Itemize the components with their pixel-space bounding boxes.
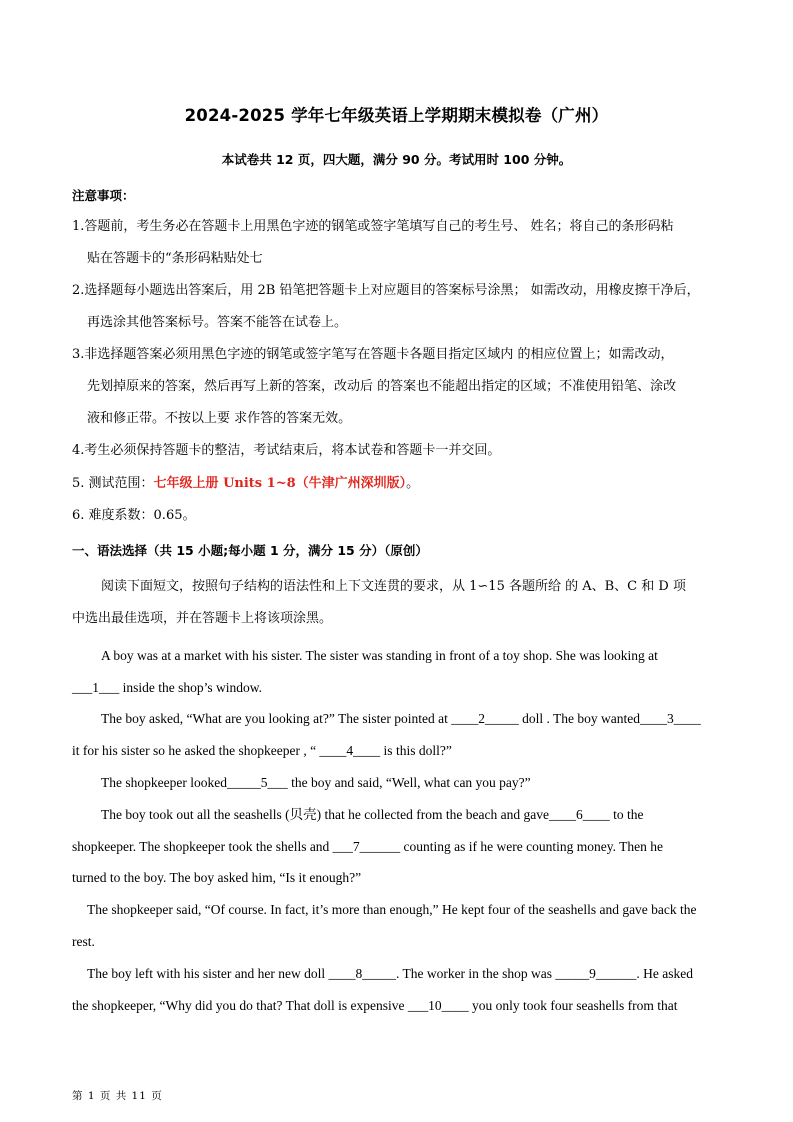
passage-line: A boy was at a market with his sister. The sister was standing in front of a toy shop. She was looking at <box>101 648 658 663</box>
notice-item-3-line-1: 3.非选择题答案必须用黑色字迹的钢笔或签字笔写在答题卡各题目指定区域内 的相应位置上；如需改动， <box>72 347 674 362</box>
passage-line: shopkeeper. The shopkeeper took the shells and ___7______ counting as if he were counting money. Then he <box>72 839 663 854</box>
notice-item-5 <box>72 475 419 493</box>
notice-heading: 注意事项： <box>72 188 135 203</box>
passage-line: rest. <box>72 934 95 949</box>
test-range-value: 七年级上册 Units 1~8（牛津广州深圳版） <box>153 476 407 491</box>
section-1-instruction-line-2: 中选出最佳选项，并在答题卡上将该项涂黑。 <box>72 611 333 626</box>
notice-item-1-line-1: 1.答题前，考生务必在答题卡上用黑色字迹的钢笔或签字笔填写自己的考生号、 姓名；将自己的条形码粘 <box>72 219 674 234</box>
passage-line: it for his sister so he asked the shopkeeper , “ ____4____ is this doll?” <box>72 743 452 758</box>
section-1-instruction-line-1: 阅读下面短文，按照句子结构的语法性和上下文连贯的要求，从 1∽15 各题所给 的 A、B、C 和 D 项 <box>101 579 686 594</box>
notice-item-2-line-1: 2.选择题每小题选出答案后，用 2B 铅笔把答题卡上对应题目的答案标号涂黑； 如需改动，用橡皮擦干净后， <box>72 283 700 298</box>
passage-line: The shopkeeper said, “Of course. In fact, it’s more than enough,” He kept four of the seashells and gave back the <box>87 902 697 917</box>
test-range-label: 5. 测试范围： <box>72 476 154 491</box>
passage-line: The boy asked, “What are you looking at?” The sister pointed at ____2_____ doll . The boy wanted____3____ <box>101 711 701 726</box>
section-1-heading: 一、语法选择（共 15 小题;每小题 1 分，满分 15 分）（原创） <box>72 543 428 558</box>
notice-item-1-line-2: 贴在答题卡的“条形码粘贴处七 <box>87 251 263 266</box>
notice-item-2-line-2: 再选涂其他答案标号。答案不能答在试卷上。 <box>87 315 348 330</box>
passage-line: ___1___ inside the shop’s window. <box>72 680 262 695</box>
passage-line: turned to the boy. The boy asked him, “Is it enough?” <box>72 870 362 885</box>
notice-item-4: 4.考生必须保持答题卡的整洁，考试结束后，将本试卷和答题卡一并交回。 <box>72 443 501 458</box>
passage-line: The shopkeeper looked_____5___ the boy and said, “Well, what can you pay?” <box>101 775 531 790</box>
page-footer: 第 1 页 共 11 页 <box>72 1090 163 1102</box>
notice-item-3-line-3: 液和修正带。不按以上要 求作答的答案无效。 <box>87 411 352 426</box>
exam-subtitle: 本试卷共 12 页，四大题，满分 90 分。考试用时 100 分钟。 <box>221 152 572 167</box>
passage-line: the shopkeeper, “Why did you do that? That doll is expensive ___10____ you only took four seashells from that <box>72 998 678 1013</box>
test-range-suffix: 。 <box>406 476 420 491</box>
page-title: 2024-2025 学年七年级英语上学期期末模拟卷（广州） <box>184 106 609 125</box>
passage-line: The boy left with his sister and her new doll ____8_____. The worker in the shop was _____9______. He asked <box>87 966 694 981</box>
passage-line: The boy took out all the seashells (贝壳) that he collected from the beach and gave____6____ to the <box>101 807 644 822</box>
notice-item-3-line-2: 先划掉原来的答案，然后再写上新的答案，改动后 的答案也不能超出指定的区域；不准使用铅笔、涂改 <box>87 379 677 394</box>
notice-item-6: 6. 难度系数：0.65。 <box>72 508 196 523</box>
